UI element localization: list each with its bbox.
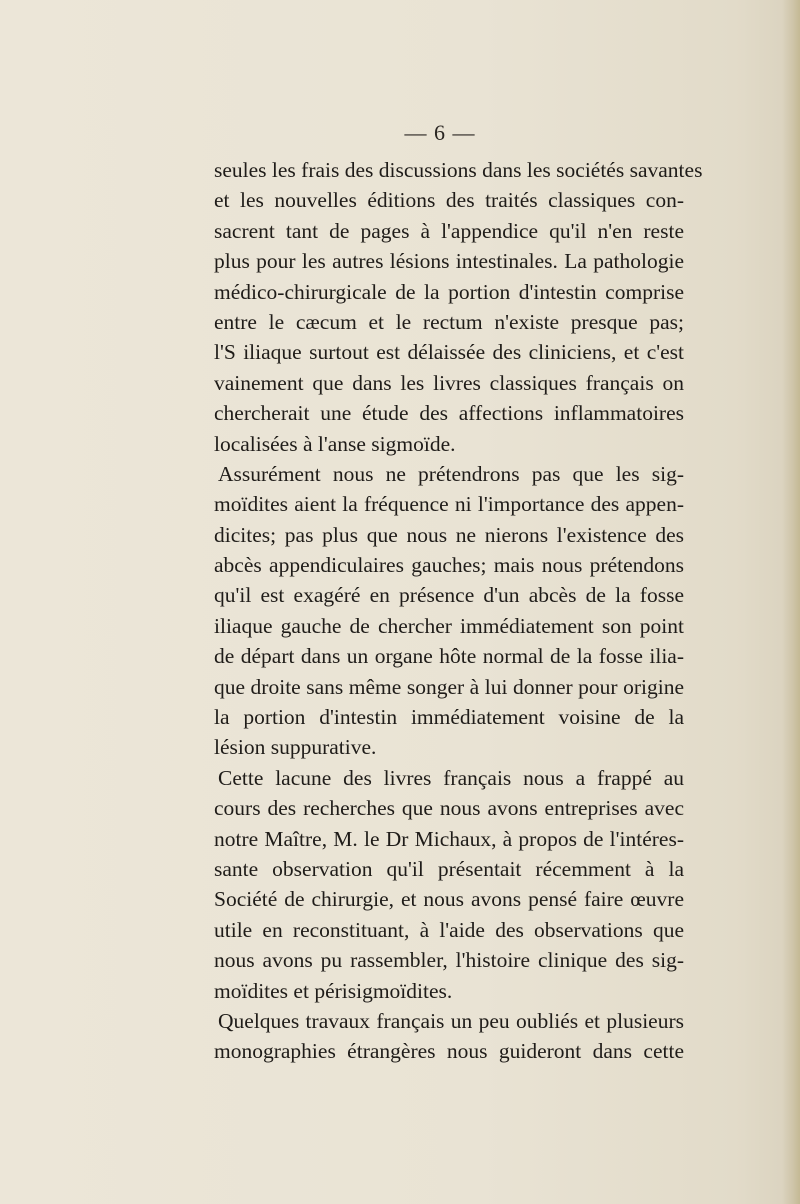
- text-line: Quelques travaux français un peu oubliés et plusieurs: [218, 1008, 684, 1033]
- text-line: la portion d'intestin immédiatement voisine de la: [214, 705, 684, 730]
- text-line: moïdites et périsigmoïdites.: [214, 978, 453, 1003]
- text-line: chercherait une étude des affections inflammatoires: [214, 401, 684, 426]
- text-line: notre Maître, M. le Dr Michaux, à propos de l'intéres-: [214, 826, 684, 851]
- text-line: que droite sans même songer à lui donner pour origine: [214, 674, 684, 699]
- text-line: et les nouvelles éditions des traités classiques con-: [214, 188, 684, 213]
- text-line: de départ dans un organe hôte normal de la fosse ilia-: [214, 644, 684, 669]
- text-line: abcès appendiculaires gauches; mais nous prétendons: [214, 553, 684, 578]
- text-line: nous avons pu rassembler, l'histoire clinique des sig-: [214, 948, 684, 973]
- text-line: Société de chirurgie, et nous avons pensé faire œuvre: [214, 887, 684, 912]
- text-line: sante observation qu'il présentait récemment à la: [214, 856, 684, 881]
- text-line: moïdites aient la fréquence ni l'importance des appen-: [214, 492, 684, 517]
- text-line: plus pour les autres lésions intestinales. La pathologie: [214, 249, 684, 274]
- body-text: [214, 155, 703, 1067]
- text-line: utile en reconstituant, à l'aide des observations que: [214, 917, 684, 942]
- text-line: vainement que dans les livres classiques français on: [214, 370, 684, 395]
- page-edge-shadow: [782, 0, 800, 1204]
- text-line: entre le cæcum et le rectum n'existe presque pas;: [214, 309, 684, 334]
- text-line: cours des recherches que nous avons entreprises avec: [214, 796, 684, 821]
- text-line: localisées à l'anse sigmoïde.: [214, 431, 456, 456]
- text-line: monographies étrangères nous guideront dans cette: [214, 1039, 684, 1064]
- text-line: lésion suppurative.: [214, 735, 377, 760]
- text-line: Assurément nous ne prétendrons pas que les sig-: [218, 461, 684, 486]
- text-line: sacrent tant de pages à l'appendice qu'il n'en reste: [214, 218, 684, 243]
- text-line: médico-chirurgicale de la portion d'intestin comprise: [214, 279, 684, 304]
- text-line: Cette lacune des livres français nous a frappé au: [218, 765, 684, 790]
- page-number: — 6 —: [404, 120, 476, 145]
- text-line: seules les frais des discussions dans les sociétés savantes: [214, 158, 703, 182]
- text-line: qu'il est exagéré en présence d'un abcès de la fosse: [214, 583, 684, 608]
- text-line: iliaque gauche de chercher immédiatement son point: [214, 613, 684, 638]
- text-line: dicites; pas plus que nous ne nierons l'existence des: [214, 522, 684, 547]
- text-line: l'S iliaque surtout est délaissée des cliniciens, et c'est: [214, 340, 684, 365]
